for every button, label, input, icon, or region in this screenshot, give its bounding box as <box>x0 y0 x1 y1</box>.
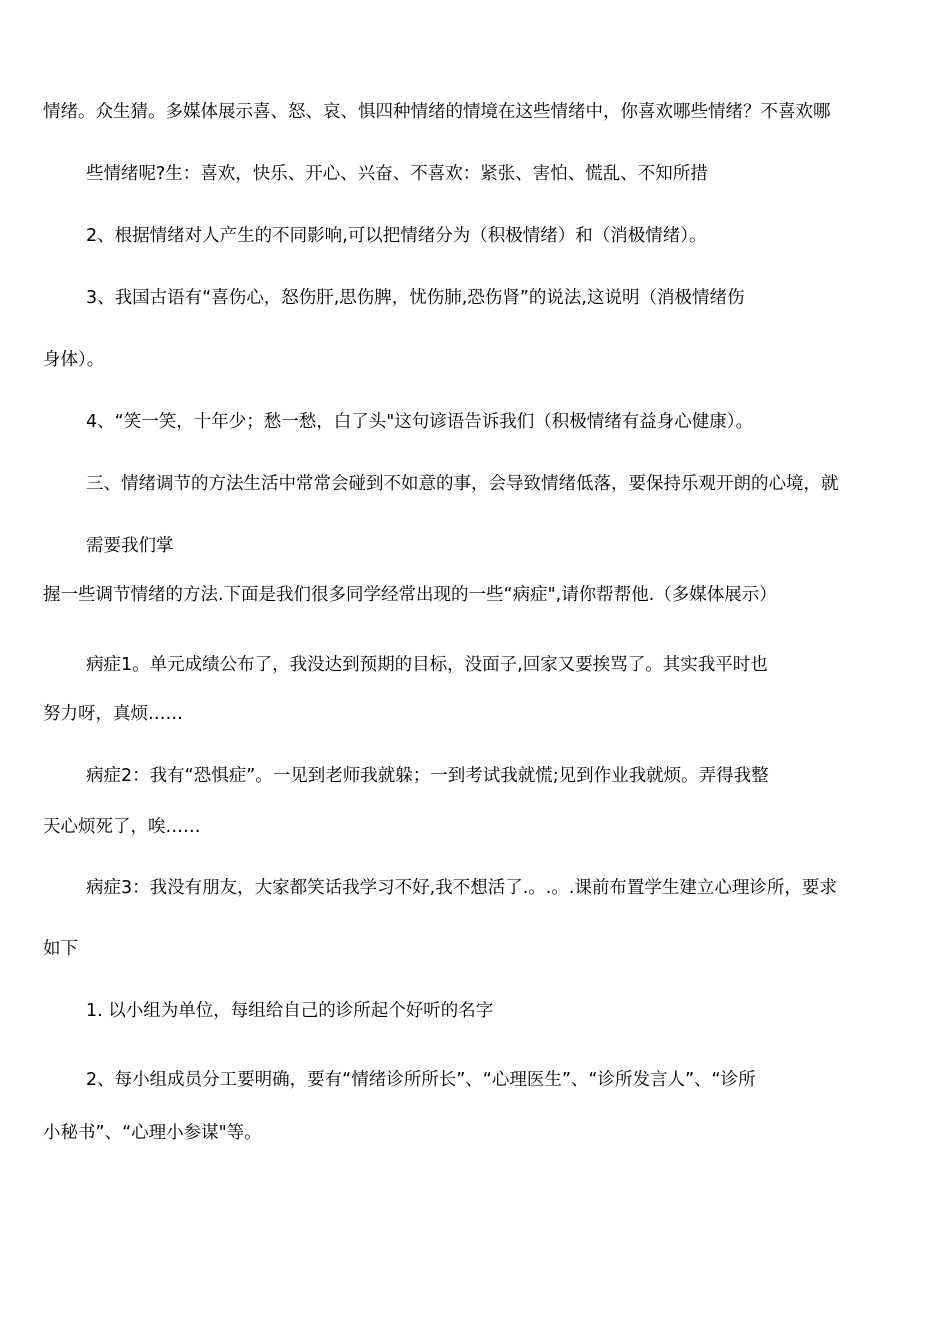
text-line: 天心烦死了，唉…… <box>43 817 201 837</box>
text-line: 病症3：我没有朋友，大家都笑话我学习不好,我不想活了.。.。.课前布置学生建立心理诊所，要求 <box>86 878 837 898</box>
text-line: 三、情绪调节的方法生活中常常会碰到不如意的事，会导致情绪低落，要保持乐观开朗的心境，就 <box>86 474 839 494</box>
text-line: 些情绪呢?生：喜欢，快乐、开心、兴奋、不喜欢：紧张、害怕、慌乱、不知所措 <box>86 164 708 184</box>
text-line: 2、根据情绪对人产生的不同影响,可以把情绪分为（积极情绪）和（消极情绪）。 <box>86 226 707 246</box>
text-line: 小秘书”、“心理小参谋"等。 <box>43 1123 262 1143</box>
text-line: 2、每小组成员分工要明确，要有“情绪诊所所长”、“心理医生”、“诊所发言人”、“诊所 <box>86 1070 756 1090</box>
text-line: 身体）。 <box>43 350 105 370</box>
text-line: 4、“笑一笑，十年少；愁一愁，白了头"这句谚语告诉我们（积极情绪有益身心健康）。 <box>86 412 753 432</box>
text-line: 握一些调节情绪的方法.下面是我们很多同学经常出现的一些“病症",请你帮帮他.（多媒体展示） <box>43 585 777 605</box>
text-line: 病症2：我有“恐惧症”。一见到老师我就躲；一到考试我就慌;见到作业我就烦。弄得我整 <box>86 766 769 786</box>
text-line: 1. 以小组为单位，每组给自己的诊所起个好听的名字 <box>86 1001 494 1021</box>
text-line: 需要我们掌 <box>86 536 174 556</box>
text-line: 情绪。众生猜。多媒体展示喜、怒、哀、惧四种情绪的情境在这些情绪中，你喜欢哪些情绪？不喜欢哪 <box>43 102 831 122</box>
text-line: 3、我国古语有“喜伤心，怒伤肝,思伤脾，忧伤肺,恐伤肾”的说法,这说明（消极情绪伤 <box>86 288 745 308</box>
text-line: 努力呀，真烦…… <box>43 704 183 724</box>
text-line: 病症1。单元成绩公布了，我没达到预期的目标，没面子,回家又要挨骂了。其实我平时也 <box>86 655 768 675</box>
text-line: 如下 <box>43 939 78 959</box>
